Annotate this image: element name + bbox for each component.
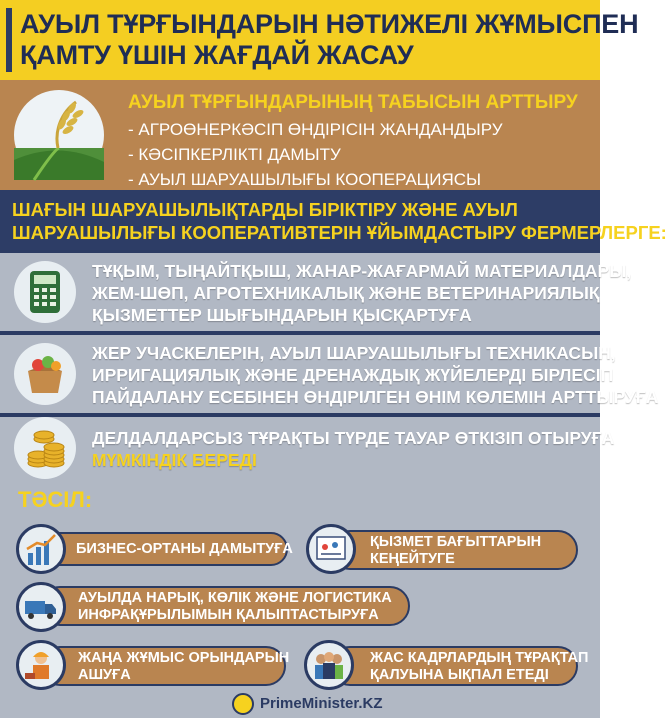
jobs-pill-label bbox=[78, 650, 289, 684]
benefit-1-line-1: ТҰҚЫМ, ТЫҢАЙТҚЫШ, ЖАНАР-ЖАҒАРМАЙ МАТЕРИАЛДАРЫ, bbox=[92, 261, 632, 281]
page-title bbox=[20, 9, 639, 71]
income-heading: АУЫЛ ТҰРҒЫНДАРЫНЫҢ ТАБЫСЫН АРТТЫРУ bbox=[128, 92, 578, 113]
young-staff-pill bbox=[330, 646, 589, 686]
calculator-icon bbox=[14, 261, 76, 323]
method-heading: ТӘСІЛ: bbox=[18, 487, 93, 512]
title-line-1: АУЫЛ ТҰРҒЫНДАРЫН НӘТИЖЕЛІ ЖҰМЫСПЕН bbox=[20, 9, 639, 39]
header-banner bbox=[0, 0, 639, 80]
business-pill-label: БИЗНЕС-ОРТАНЫ ДАМЫТУҒА bbox=[76, 541, 293, 557]
jobs-line-2: АШУҒА bbox=[78, 667, 131, 683]
growth-chart-icon bbox=[16, 524, 66, 574]
benefit-3-line-2: МҮМКІНДІК БЕРЕДІ bbox=[92, 450, 257, 470]
business-environment-pill bbox=[40, 532, 293, 566]
benefit-3-text bbox=[92, 427, 614, 471]
coins-icon bbox=[14, 417, 76, 479]
income-item-1: - АГРОӨНЕРКӘСІП ӨНДІРІСІН ЖАНДАНДЫРУ bbox=[128, 120, 503, 139]
services-line-1: ҚЫЗМЕТ БАҒЫТТАРЫН bbox=[370, 534, 542, 550]
subtitle-line-1: ШАҒЫН ШАРУАШЫЛЫҚТАРДЫ БІРІКТІРУ ЖӘНЕ АУЫЛ bbox=[12, 199, 518, 220]
services-pill-label bbox=[370, 534, 541, 568]
benefit-2-text bbox=[92, 342, 658, 408]
emblem-logo bbox=[232, 693, 254, 715]
produce-box-icon bbox=[14, 343, 76, 405]
market-pill-label bbox=[78, 590, 392, 624]
header-accent-bar bbox=[6, 8, 12, 72]
youth-pill-label bbox=[370, 650, 588, 684]
subtitle bbox=[12, 198, 667, 244]
services-line-2: КЕҢЕЙТУГЕ bbox=[370, 551, 455, 567]
new-jobs-pill bbox=[40, 646, 290, 686]
benefit-2-line-2: ИРРИГАЦИЯЛЫҚ ЖӘНЕ ДРЕНАЖДЫҚ ЖҮЙЕЛЕРДІ БІРЛЕСІП bbox=[92, 365, 614, 385]
people-group-icon bbox=[304, 640, 354, 690]
market-line-1: АУЫЛДА НАРЫҚ, КӨЛІК ЖӘНЕ ЛОГИСТИКА bbox=[78, 590, 392, 606]
footer-site[interactable]: PrimeMinister.KZ bbox=[260, 695, 383, 712]
benefit-2-line-3: ПАЙДАЛАНУ ЕСЕБІНЕН ӨНДІРІЛГЕН ӨНІМ КӨЛЕМІН АРТТЫРУҒА bbox=[92, 387, 659, 407]
youth-line-2: ҚАЛУЫНА ЫҚПАЛ ЕТЕДІ bbox=[370, 667, 549, 683]
market-logistics-pill bbox=[40, 586, 410, 626]
market-line-2: ИНФРАҚҰРЫЛЫМЫН ҚАЛЫПТАСТЫРУҒА bbox=[78, 607, 379, 623]
benefit-2-line-1: ЖЕР УЧАСКЕЛЕРІН, АУЫЛ ШАРУАШЫЛЫҒЫ ТЕХНИКАСЫН, bbox=[92, 343, 616, 363]
subtitle-line-2: ШАРУАШЫЛЫҒЫ КООПЕРАТИВТЕРІН ҰЙЫМДАСТЫРУ ФЕРМЕРЛЕРГЕ: bbox=[12, 222, 667, 243]
benefit-1-line-2: ЖЕМ-ШӨП, АГРОТЕХНИКАЛЫҚ ЖӘНЕ ВЕТЕРИНАРИЯЛЫҚ bbox=[92, 283, 600, 303]
benefit-1-line-3: ҚЫЗМЕТТЕР ШЫҒЫНДАРЫН ҚЫСҚАРТУҒА bbox=[92, 305, 472, 325]
jobs-line-1: ЖАҢА ЖҰМЫС ОРЫНДАРЫН bbox=[78, 650, 290, 666]
youth-line-1: ЖАС КАДРЛАРДЫҢ ТҰРАҚТАП bbox=[370, 650, 589, 666]
income-item-2: - КӘСІПКЕРЛІКТІ ДАМЫТУ bbox=[128, 145, 341, 164]
benefit-1-text bbox=[92, 260, 631, 326]
benefit-row-3 bbox=[0, 417, 615, 480]
income-item-3: - АУЫЛ ШАРУАШЫЛЫҒЫ КООПЕРАЦИЯСЫ bbox=[128, 170, 482, 189]
benefit-3-line-1: ДЕЛДАЛДАРСЫЗ ТҰРАҚТЫ ТҮРДЕ ТАУАР ӨТКІЗІП ОТЫРУҒА bbox=[92, 428, 615, 448]
wheat-field-icon bbox=[14, 90, 104, 180]
benefit-row-1 bbox=[0, 253, 632, 331]
truck-icon bbox=[16, 582, 66, 632]
construction-worker-icon bbox=[16, 640, 66, 690]
title-line-2: ҚАМТУ ҮШІН ЖАҒДАЙ ЖАСАУ bbox=[20, 40, 414, 70]
services-pill bbox=[330, 530, 578, 570]
benefit-row-2 bbox=[0, 335, 659, 413]
services-directions-icon bbox=[306, 524, 356, 574]
